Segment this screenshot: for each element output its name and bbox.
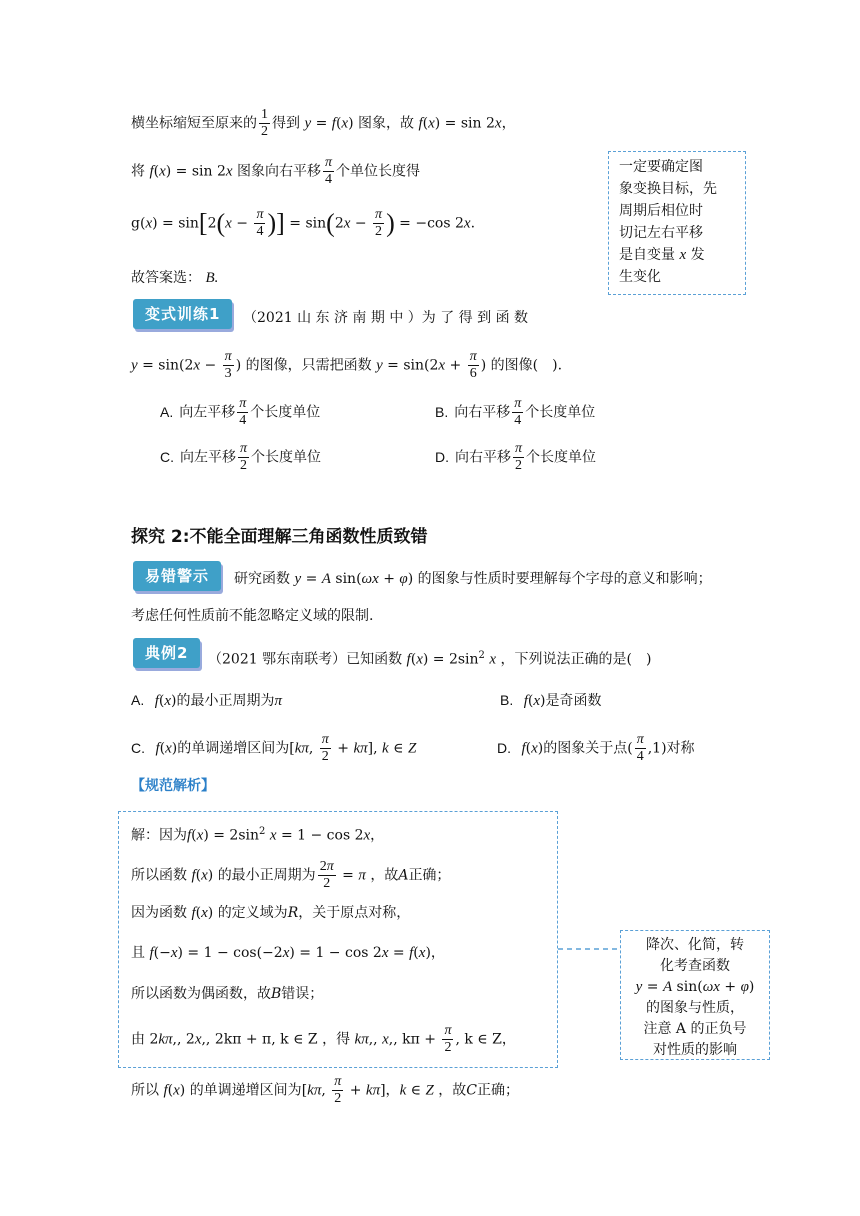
connector-line bbox=[558, 940, 620, 960]
variant-option-a: A. 向左平移 $\frac{\pi}{4}$ 个长度单位 bbox=[160, 396, 321, 428]
example-option-c: C. f(x)的单调递增区间为[kπ, $\frac{\pi}{2}$ + kπ], k ∈ Z bbox=[131, 732, 417, 764]
solution-line-1: 解：因为$f(x) = 2\sin^2$ x = 1 − cos 2x， bbox=[131, 826, 385, 844]
answer-line: 故答案选： B. bbox=[131, 270, 219, 286]
note-box-1: 一定要确定图 象变换目标，先 周期后相位时 切记左右平移 是自变量 x 发 生变化 bbox=[608, 151, 746, 295]
solution-line-3: 因为函数 f(x) 的定义域为R，关于原点对称， bbox=[131, 905, 411, 921]
warn-badge: 易错警示 bbox=[133, 561, 221, 591]
variant-option-c: C. 向左平移 $\frac{\pi}{2}$ 个长度单位 bbox=[160, 441, 322, 473]
text-line-1: 横坐标缩短至原来的 $\frac{1}{2}$ 得到 y = f(x) 图象，故 f(x) = sin 2x， bbox=[131, 107, 516, 139]
warn-text: 研究函数 y = A sin(ωx + φ) 的图象与性质时要理解每个字母的意义和影响； bbox=[234, 571, 712, 587]
note-box-2: 降次、化简，转 化考查函数 y = A sin(ωx + φ) 的图象与性质， 注意 A 的正负号 对性质的影响 bbox=[620, 930, 770, 1060]
example-text: （2021 鄂东南联考）已知函数 $f(x) = 2\sin^2$ x ，下列说法正确的是( ) bbox=[208, 650, 652, 668]
solution-heading: 【规范解析】 bbox=[131, 778, 215, 794]
text-line-2: 将 f(x) = sin 2x 图象向右平移 $\frac{\pi}{4}$ 个单位长度得 bbox=[131, 155, 421, 187]
variant-option-b: B. 向右平移 $\frac{\pi}{4}$ 个长度单位 bbox=[435, 396, 596, 428]
variant-badge: 变式训练1 bbox=[133, 299, 232, 329]
solution-line-4: 且 f(−x) = 1 − cos(−2x) = 1 − cos 2x = f(x)， bbox=[131, 945, 445, 961]
solution-line-7: 所以 f(x) 的单调递增区间为[kπ, $\frac{\pi}{2}$ + kπ]，k ∈ Z ，故C正确； bbox=[131, 1074, 520, 1106]
solution-line-6: 由 2kπ,, 2x,, 2kπ + π, k ∈ Z ，得 kπ,, x,, kπ + $\frac{\pi}{2}$ , k ∈ Z， bbox=[131, 1023, 516, 1055]
variant-option-d: D. 向右平移 $\frac{\pi}{2}$ 个长度单位 bbox=[435, 441, 597, 473]
section-title: 探究 2:不能全面理解三角函数性质致错 bbox=[131, 527, 428, 547]
solution-line-5: 所以函数为偶函数，故B错误； bbox=[131, 986, 324, 1002]
formula-g: g(x) = sin[2(x − $\frac{\pi}{4}$ )] = sin(2x − $\frac{\pi}{2}$ ) = −cos 2x. bbox=[131, 207, 476, 239]
solution-line-2: 所以函数 f(x) 的最小正周期为 $\frac{2\pi}{2}$ = π ，故A正确； bbox=[131, 859, 451, 891]
example-option-a: A. f(x)的最小正周期为π bbox=[131, 692, 282, 709]
example-badge: 典例2 bbox=[133, 638, 200, 668]
variant-text: （2021 山 东 济 南 期 中 ）为 了 得 到 函 数 bbox=[243, 310, 529, 326]
variant-text-2: y = sin(2x − $\frac{\pi}{3}$ ) 的图像，只需把函数 y = sin(2x + $\frac{\pi}{6}$ ) 的图像( ). bbox=[131, 349, 563, 381]
warn-line-2: 考虑任何性质前不能忽略定义域的限制. bbox=[131, 608, 374, 624]
example-option-d: D. f(x)的图象关于点( $\frac{\pi}{4}$ ,1)对称 bbox=[497, 732, 695, 764]
example-option-b: B. f(x)是奇函数 bbox=[500, 692, 602, 709]
